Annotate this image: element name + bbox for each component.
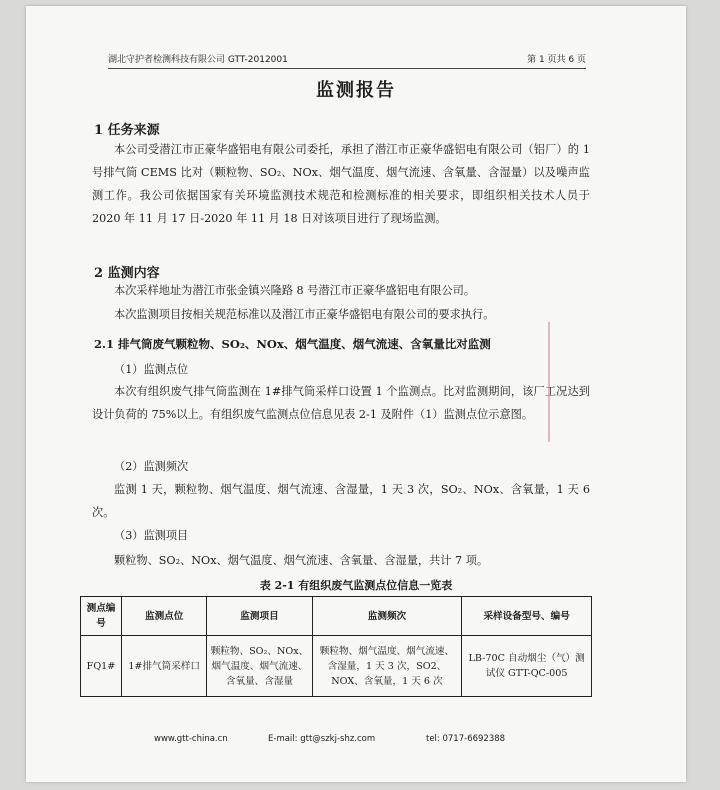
seal-stamp-edge (548, 322, 578, 442)
section-2-heading: 2 监测内容 (94, 266, 160, 281)
section-1-heading: 1 任务来源 (94, 123, 160, 138)
table-header-cell: 测点编号 (81, 597, 122, 636)
section-2-1-heading: 2.1 排气筒废气颗粒物、SO₂、NOx、烟气温度、烟气流速、含氧量比对监测 (94, 337, 491, 351)
table-header-cell: 监测项目 (207, 597, 312, 636)
table-cell: 颗粒物、烟气温度、烟气流速、含湿量，1 天 3 次，SO2、NOX、含氧量，1 天 6 次 (312, 636, 462, 697)
table-cell: LB-70C 自动烟尘（气）测试仪 GTT-QC-005 (462, 636, 592, 697)
table-cell: 1#排气筒采样口 (122, 636, 207, 697)
section-2-line-2: 本次监测项目按相关规范标准以及潜江市正豪华盛铝电有限公司的要求执行。 (114, 308, 495, 321)
monitoring-point-table (80, 596, 592, 697)
header-page-number: 第 1 页共 6 页 (527, 55, 586, 65)
table-cell: FQ1# (81, 636, 122, 697)
table-cell: 颗粒物、SO₂、NOx、烟气温度、烟气流速、含氧量、含湿量 (207, 636, 312, 697)
table-header-cell: 监测频次 (312, 597, 462, 636)
monitoring-point-paragraph: 本次有组织废气排气筒监测在 1#排气筒采样口设置 1 个监测点。比对监测期间，该厂工况达到设计负荷的 75%以上。有组织废气监测点位信息见表 2-1 及附件（1）监测点位示意图。 (92, 385, 590, 421)
section-1-paragraph: 本公司受潜江市正豪华盛铝电有限公司委托，承担了潜江市正豪华盛铝电有限公司（铝厂）的 1 号排气筒 CEMS 比对（颗粒物、SO₂、NOx、烟气温度、烟气流速、含氧量、含湿量）以及噪声监测工作。我公司依据国家有关环境监测技术规范和检测标准的相关要求，即组织相关技术人员于 2020 年 11 月 17 日-2020 年 11 月 18 日对该项目进行了现场监测。 (92, 143, 590, 225)
document-page (26, 6, 686, 782)
table-row (81, 636, 592, 697)
footer-website: www.gtt-china.cn (154, 734, 228, 744)
sub-heading-monitoring-point: （1）监测点位 (114, 363, 189, 376)
items-paragraph: 颗粒物、SO₂、NOx、烟气温度、烟气流速、含氧量、含湿量，共计 7 项。 (114, 554, 489, 567)
table-header-row (81, 597, 592, 636)
frequency-paragraph: 监测 1 天，颗粒物、烟气温度、烟气流速、含湿量，1 天 3 次，SO₂、NOx、含氧量，1 天 6 次。 (92, 483, 590, 519)
sub-heading-items: （3）监测项目 (114, 529, 189, 542)
table-caption: 表 2-1 有组织废气监测点位信息一览表 (259, 579, 453, 592)
footer-phone: tel: 0717-6692388 (426, 734, 506, 744)
table-header-cell: 采样设备型号、编号 (462, 597, 592, 636)
sub-heading-frequency: （2）监测频次 (114, 460, 189, 473)
header-company: 湖北守护者检测科技有限公司 GTT-2012001 (108, 55, 288, 65)
footer-email: E-mail: gtt@szkj-shz.com (268, 734, 376, 744)
report-title: 监测报告 (316, 80, 396, 101)
page-header (108, 52, 586, 69)
section-2-line-1: 本次采样地址为潜江市张金镇兴隆路 8 号潜江市正豪华盛铝电有限公司。 (114, 284, 476, 297)
table-header-cell: 监测点位 (122, 597, 207, 636)
